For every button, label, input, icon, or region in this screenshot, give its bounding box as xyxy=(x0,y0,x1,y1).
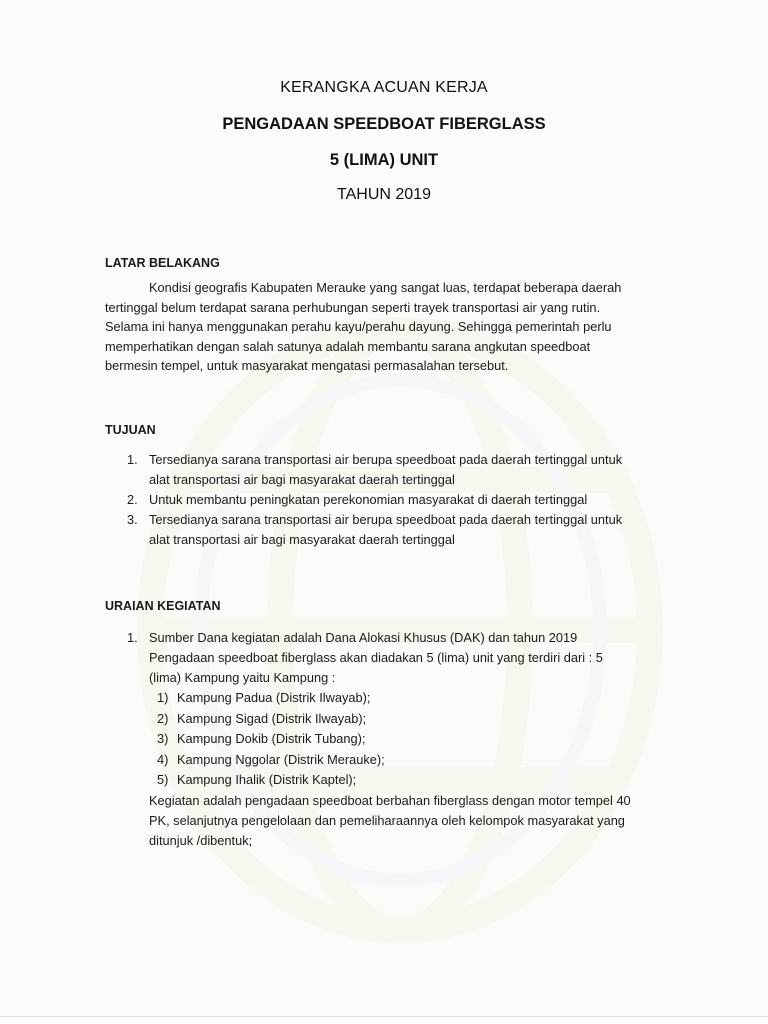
list-item-line: Tersedianya sarana transportasi air berupa speedboat pada daerah tertinggal untuk xyxy=(149,512,623,527)
list-item-number: 3. xyxy=(127,512,138,527)
kampung-item-text: Kampung Dokib (Distrik Tubang); xyxy=(177,731,366,746)
tujuan-list xyxy=(105,450,657,550)
section-heading-tujuan: TUJUAN xyxy=(105,423,156,437)
uraian-list xyxy=(105,628,657,851)
list-item-line: Untuk membantu peningkatan perekonomian masyarakat di daerah tertinggal xyxy=(149,492,588,507)
list-item xyxy=(105,510,657,550)
list-item-line: Pengadaan speedboat fiberglass akan diadakan 5 (lima) unit yang terdiri dari : 5 xyxy=(149,650,603,665)
doc-title-line2: PENGADAAN SPEEDBOAT FIBERGLASS xyxy=(222,115,546,133)
list-item-line: alat transportasi air bagi masyarakat daerah tertinggal xyxy=(149,532,455,547)
kampung-item-number: 4) xyxy=(157,751,169,767)
latar-belakang-paragraph xyxy=(105,278,657,376)
list-item xyxy=(105,490,657,510)
list-item-number: 2. xyxy=(127,492,138,507)
kampung-item xyxy=(157,770,657,791)
kampung-item xyxy=(157,750,657,771)
paragraph-line: Selama ini hanya menggunakan perahu kayu/perahu dayung. Sehingga pemerintah perlu xyxy=(105,319,612,334)
paragraph-line: memperhatikan dengan salah satunya adalah membantu sarana angkutan speedboat xyxy=(105,338,591,354)
doc-title-line4: TAHUN 2019 xyxy=(337,186,431,203)
kampung-item-text: Kampung Ihalik (Distrik Kaptel); xyxy=(177,772,357,787)
kampung-item xyxy=(157,688,657,709)
list-item xyxy=(105,450,657,490)
doc-title-line1: KERANGKA ACUAN KERJA xyxy=(280,79,488,96)
paragraph-line: bermesin tempel, untuk masyarakat mengatasi permasalahan tersebut. xyxy=(105,358,509,373)
kampung-item-text: Kampung Padua (Distrik Ilwayab); xyxy=(177,690,371,705)
kampung-item-text: Kampung Sigad (Distrik Ilwayab); xyxy=(177,710,367,726)
kampung-item xyxy=(157,729,657,750)
kampung-list xyxy=(149,688,657,791)
paragraph-line: tertinggal belum terdapat sarana perhubungan seperti trayek transportasi air yang rutin. xyxy=(105,299,601,315)
list-item-line: Kegiatan adalah pengadaan speedboat berbahan fiberglass dengan motor tempel 40 xyxy=(149,792,631,808)
kampung-item-number: 5) xyxy=(157,772,169,787)
list-item xyxy=(105,628,657,851)
page-bottom-edge xyxy=(0,1016,768,1017)
list-item-line: Sumber Dana kegiatan adalah Dana Alokasi Khusus (DAK) dan tahun 2019 xyxy=(149,630,578,645)
list-item-line: Tersedianya sarana transportasi air berupa speedboat pada daerah tertinggal untuk xyxy=(149,452,623,467)
kampung-item-text: Kampung Nggolar (Distrik Merauke); xyxy=(177,751,385,767)
section-heading-latar-belakang: LATAR BELAKANG xyxy=(105,256,220,270)
list-item-line: ditunjuk /dibentuk; xyxy=(149,832,253,848)
section-heading-uraian-kegiatan: URAIAN KEGIATAN xyxy=(105,599,221,613)
kampung-item xyxy=(157,709,657,730)
doc-title-line3: 5 (LIMA) UNIT xyxy=(329,151,439,169)
paragraph-line: Kondisi geografis Kabupaten Merauke yang sangat luas, terdapat beberapa daerah xyxy=(149,280,622,295)
list-item-line: PK, selanjutnya pengelolaan dan pemeliharaannya oleh kelompok masyarakat yang xyxy=(149,812,625,828)
list-item-line: alat transportasi air bagi masyarakat daerah tertinggal xyxy=(149,472,455,487)
list-item-line: (lima) Kampung yaitu Kampung : xyxy=(149,670,336,685)
list-item-number: 1. xyxy=(127,452,138,467)
list-item-number: 1. xyxy=(127,630,138,645)
kampung-item-number: 2) xyxy=(157,710,169,726)
kampung-item-number: 1) xyxy=(157,690,169,705)
kampung-item-number: 3) xyxy=(157,731,169,746)
